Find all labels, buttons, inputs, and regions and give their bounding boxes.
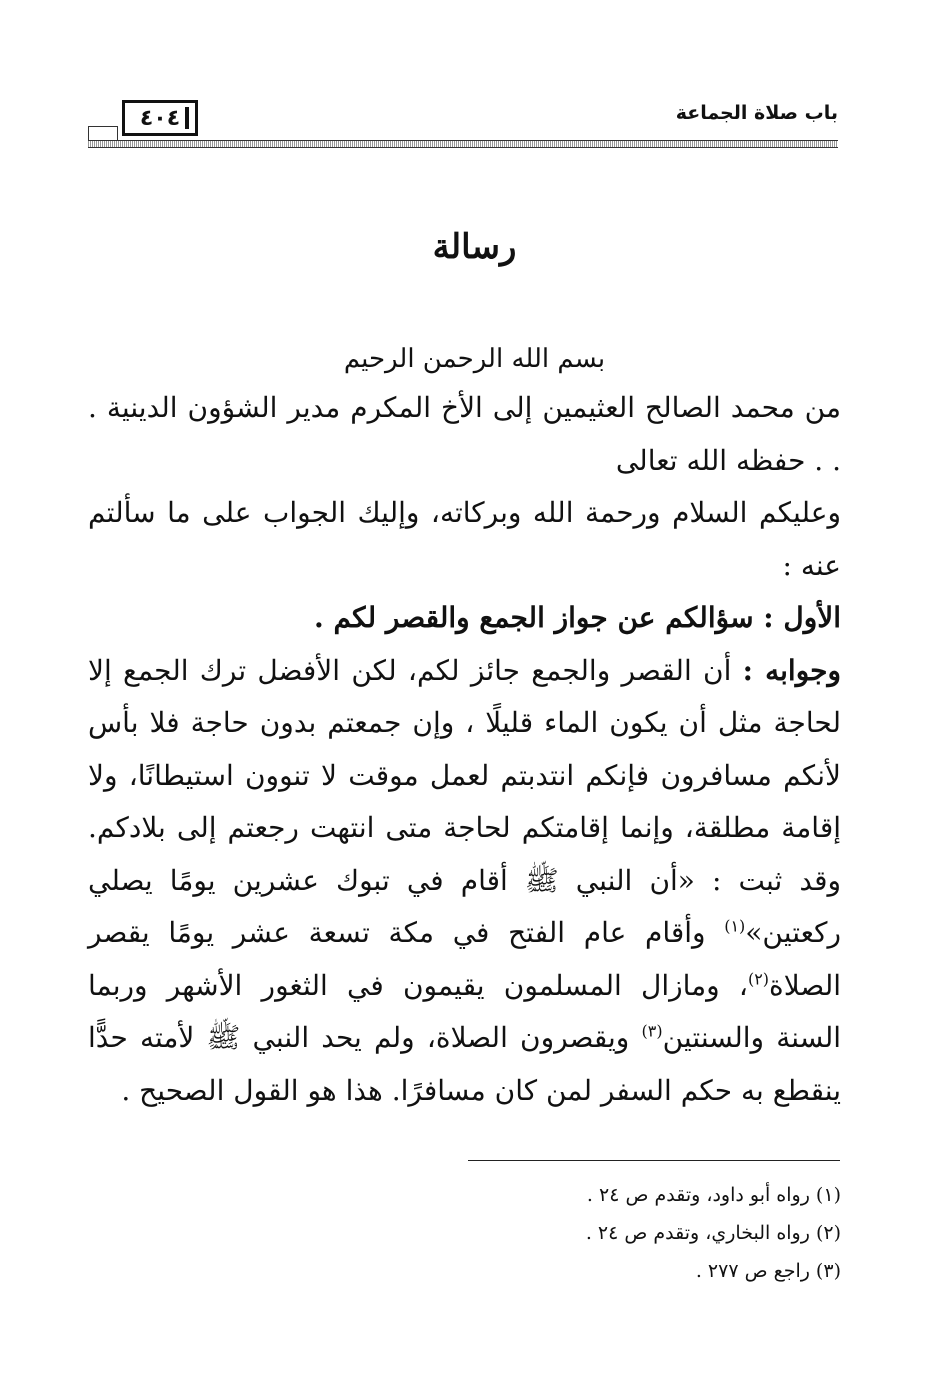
page-number: ٤٠٤	[122, 100, 198, 136]
answer-paragraph	[88, 645, 841, 1118]
header-ornament	[88, 126, 118, 140]
footnote: (٢) رواه البخاري، وتقدم ص ٢٤ .	[585, 1222, 841, 1244]
answer-text-1: أن القصر والجمع جائز لكم، لكن الأفضل ترك الجمع إلا لحاجة مثل أن يكون الماء قليلًا ، وإن جمعتم بدون حاجة فلا بأس لأنكم مسافرون فإنكم انتدبتم لعمل موقت لا تنوون استيطانًا، ولا إقامة مطلقة، وإنما إقامتكم لحاجة متى انتهت رجعتم إلى بلادكم. وقد ثبت : «أن النبي ﷺ أقام في تبوك عشرين يومًا يصلي ركعتين»	[88, 653, 841, 949]
running-title: باب صلاة الجماعة	[675, 102, 838, 124]
header-rule	[88, 140, 838, 148]
paragraph-from: من محمد الصالح العثيمين إلى الأخ المكرم مدير الشؤون الدينية . . . حفظه الله تعالى	[88, 391, 841, 477]
footnotes	[88, 1176, 841, 1290]
footnote-rule	[468, 1160, 840, 1161]
answer-text-2: وأقام عام الفتح في مكة تسعة عشر يومًا يقصر الصلاة	[88, 916, 841, 1002]
footnote: (٣) راجع ص ٢٧٧ .	[695, 1260, 841, 1282]
page-header	[88, 96, 838, 150]
basmala: بسم الله الرحمن الرحيم	[343, 344, 606, 374]
footnote: (١) رواه أبو داود، وتقدم ص ٢٤ .	[586, 1184, 841, 1206]
answer-text-3: ، ومازال المسلمون يقيمون في الثغور الأشهر وربما السنة والسنتين	[88, 968, 842, 1054]
answer-lead: وجوابه :	[742, 653, 842, 687]
paragraph-greeting: وعليكم السلام ورحمة الله وبركاته، وإليك الجواب على ما سألتم عنه :	[88, 496, 841, 582]
footnote-ref-2: (٢)	[747, 969, 770, 989]
footnote-ref-1: (١)	[724, 916, 746, 936]
answer-text-4: ويقصرون الصلاة، ولم يحد النبي ﷺ لأمته حدًّا ينقطع به حكم السفر لمن كان مسافرًا. هذا هو القول الصحيح .	[88, 1021, 841, 1107]
question-1: الأول : سؤالكم عن جواز الجمع والقصر لكم .	[314, 601, 841, 634]
letter-body	[88, 382, 841, 1117]
footnote-ref-3: (٣)	[641, 1021, 663, 1041]
page-title: رسالة	[432, 227, 517, 267]
